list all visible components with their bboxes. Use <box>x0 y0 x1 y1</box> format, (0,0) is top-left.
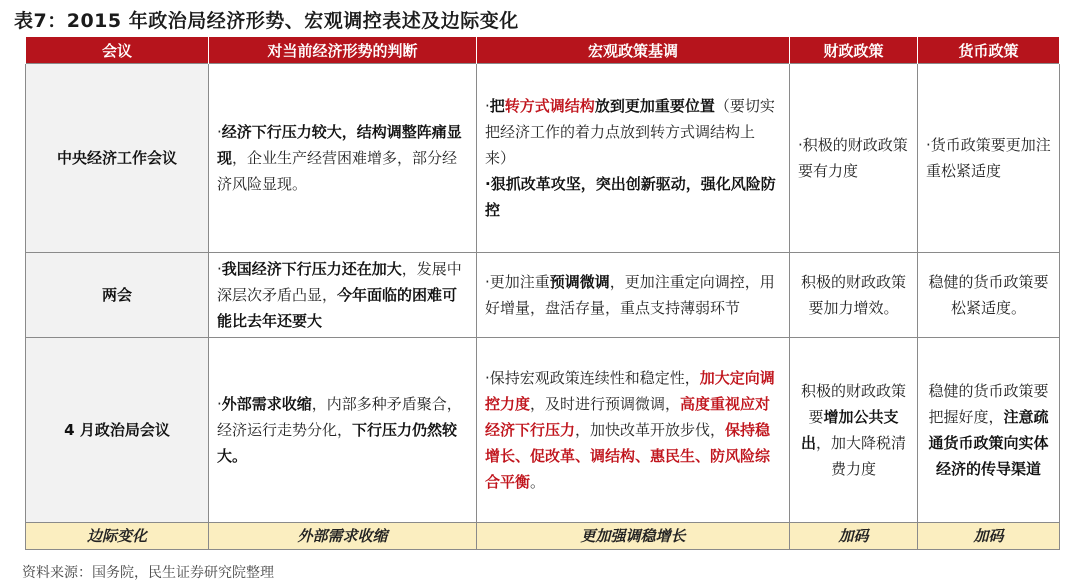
fiscal-cell <box>790 338 918 523</box>
text-segment: ，加快改革开放步伐， <box>575 421 726 439</box>
fiscal-cell <box>790 253 918 338</box>
text-segment: （要切实把经济工作的着力点放到转方式调结构上来） <box>485 97 775 167</box>
text-segment: 放到更加重要位置 <box>594 97 715 115</box>
table-row <box>26 338 1060 523</box>
text-segment: ，发展中深层次矛盾凸显， <box>217 260 462 304</box>
text-segment: 注意疏通货币政策向实体经济的传导渠道 <box>928 408 1049 478</box>
policy-cell <box>477 338 790 523</box>
text-segment: 积极的财政政策要 <box>800 382 906 426</box>
source-note: 资料来源：国务院，民生证券研究院整理 <box>22 565 274 581</box>
text-segment: 经济下行压力较大，结构调整阵痛显现 <box>217 123 462 167</box>
text-segment: 预调微调 <box>549 273 610 291</box>
judgment-cell <box>209 338 477 523</box>
header-row <box>26 37 1060 64</box>
text-segment: 加大定向调控力度 <box>485 369 775 413</box>
judgment-cell <box>209 64 477 253</box>
header-judgment: 对当前经济形势的判断 <box>209 37 477 64</box>
header-policy: 宏观政策基调 <box>477 37 790 64</box>
footer-fiscal: 加码 <box>790 523 918 550</box>
footer-judgment: 外部需求收缩 <box>209 523 477 550</box>
text-segment: ，更加注重定向调控，用好增量，盘活存量，重点支持薄弱环节 <box>485 273 775 317</box>
meeting-cell: 两会 <box>26 253 209 338</box>
policy-table <box>25 37 1060 550</box>
text-segment: 保持稳增长、促改革、调结构、惠民生、防风险综合平衡 <box>485 421 771 491</box>
footer-label: 边际变化 <box>26 523 209 550</box>
text-segment: 我国经济下行压力还在加大 <box>221 260 402 278</box>
footer-monetary: 加码 <box>918 523 1060 550</box>
text-segment: 今年面临的困难可能比去年还要大 <box>217 286 458 330</box>
text-segment: ·狠抓改革攻坚，突出创新驱动，强化风险防控 <box>485 175 776 219</box>
text-segment: ·积极的财政政策要有力度 <box>798 136 908 180</box>
meeting-cell: 中央经济工作会议 <box>26 64 209 253</box>
monetary-cell <box>918 253 1060 338</box>
meeting-cell: 4 月政治局会议 <box>26 338 209 523</box>
text-segment: · <box>217 260 222 278</box>
text-segment: 。 <box>530 473 546 491</box>
text-segment: ，企业生产经营困难增多，部分经济风险显现。 <box>217 149 458 193</box>
text-segment: ·更加注重 <box>485 273 550 291</box>
text-segment: 稳健的货币政策要把握好度， <box>928 382 1049 426</box>
policy-cell <box>477 253 790 338</box>
text-segment: 外部需求收缩 <box>221 395 312 413</box>
text-segment: · <box>217 123 222 141</box>
text-segment: 转方式调结构 <box>504 97 595 115</box>
text-segment: ·保持宏观政策连续性和稳定性， <box>485 369 700 387</box>
judgment-cell <box>209 253 477 338</box>
text-segment: · <box>485 97 490 115</box>
text-segment: 增加公共支出 <box>800 408 899 452</box>
text-segment: 把 <box>489 97 505 115</box>
table-title: 表7：2015 年政治局经济形势、宏观调控表述及边际变化 <box>14 10 519 32</box>
header-fiscal: 财政政策 <box>790 37 918 64</box>
monetary-cell <box>918 338 1060 523</box>
text-segment: ，加大降税清费力度 <box>816 434 907 478</box>
table-row <box>26 253 1060 338</box>
header-monetary: 货币政策 <box>918 37 1060 64</box>
marginal-change-row <box>26 523 1060 550</box>
header-meeting: 会议 <box>26 37 209 64</box>
text-segment: ·货币政策要更加注重松紧适度 <box>926 136 1051 180</box>
text-segment: ，内部多种矛盾聚合，经济运行走势分化， <box>217 395 462 439</box>
monetary-cell <box>918 64 1060 253</box>
fiscal-cell <box>790 64 918 253</box>
text-segment: 下行压力仍然较大。 <box>217 421 458 465</box>
policy-cell <box>477 64 790 253</box>
text-segment: ，及时进行预调微调， <box>530 395 681 413</box>
text-segment: 积极的财政政策要加力增效。 <box>800 273 906 317</box>
footer-policy: 更加强调稳增长 <box>477 523 790 550</box>
text-segment: 稳健的货币政策要松紧适度。 <box>928 273 1049 317</box>
text-segment: 高度重视应对经济下行压力 <box>485 395 771 439</box>
table-row <box>26 64 1060 253</box>
text-segment: · <box>217 395 222 413</box>
